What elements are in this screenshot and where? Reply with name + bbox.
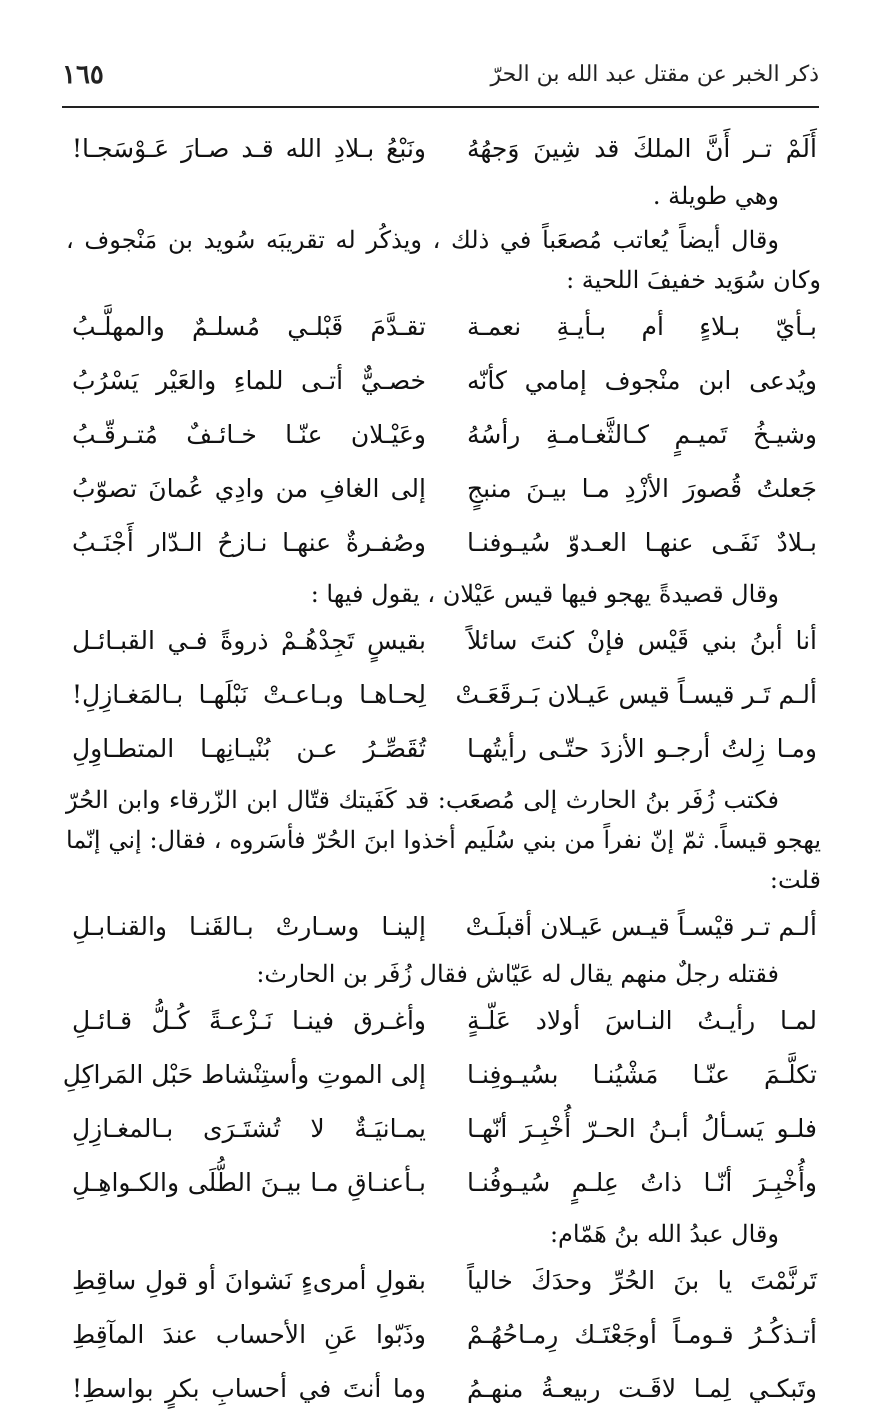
second-hemistich: وما أنتَ في أحسابِ بكرٍ بواسطِ! [72,1374,426,1403]
verse-line [66,994,821,1048]
first-hemistich: جَعلتُ قُصورَ الأزْدِ مـا بيـنَ منبجٍ [467,474,817,503]
verse-line [66,122,821,176]
first-hemistich: تكلَّـمَ عنّـا مَشْيُنـا بسُيـوفِنـا [467,1060,817,1089]
second-hemistich: وأغـرق فينـا نَـزْعـةً كُـلُّ قـائـلِ [72,1006,426,1035]
prose-paragraph: وقال قصيدةً يهجو فيها قيس عَيْلان ، يقول فيها : [310,580,779,608]
verse-line [66,1308,821,1362]
verse-line [66,900,821,954]
verse-line [66,1362,821,1416]
page-number: ١٦٥ [62,60,104,90]
first-hemistich: لمـا رأيـتُ النـاسَ أولاد عَلّـةٍ [467,1006,817,1035]
verse-line [66,1254,821,1308]
page-body [62,122,822,1416]
first-hemistich: ويُدعى ابن منْجوف إمامي كأنّه [467,366,817,395]
first-hemistich: بـأيّ بـلاءٍ أم بـأيـةِ نعمـة [467,312,817,341]
first-hemistich: فلـو يَسـألُ أبـنُ الحـرّ أُخْبِـرَ أنّهـا [467,1114,817,1143]
prose-paragraph: وهي طويلة . [652,182,779,210]
first-hemistich: أَلَمْ تـر أَنَّ الملكَ قد شِينَ وَجهُهُ [467,134,817,163]
verse-line [66,300,821,354]
second-hemistich: بقولِ أمرىءٍ نَشوانَ أو قولِ ساقِطِ [72,1266,426,1295]
header-rule [62,106,819,108]
second-hemistich: تُقَصِّـرُ عـن بُنْيـانِهـا المتطـاوِلِ [72,734,426,763]
verse-line [66,668,821,722]
first-hemistich: بـلادٌ نَفَـى عنهـا العـدوّ سُيـوفنـا [467,528,817,557]
second-hemistich: وعَيْـلان عنّـا خـائـفٌ مُتـرقّـبُ [72,420,426,449]
first-hemistich: أتـذكُـرُ قـومـاً أوجَعْتَـك رِمـاحُهُـمْ [467,1320,817,1349]
second-hemistich: لِحـاهـا وبـاعـتْ نَبْلَهـا بـالمَغـازِلِ! [72,680,426,709]
second-hemistich: ونَبْعُ بـلادِ الله قـد صـارَ عَـوْسَجـا! [72,134,426,163]
verse-line [66,462,821,516]
second-hemistich: بـأعنـاقِ مـا بيـنَ الطُّلَى والكـواهِـلِ [72,1168,426,1197]
first-hemistich: ألـم تَـر قيسـاً قيس عَيـلان بَـرقَعَـتْ [455,680,817,709]
second-hemistich: وصُفـرةٌ عنهـا نـازحُ الـدّار أَجْنَـبُ [72,528,426,557]
running-title: ذكر الخبر عن مقتل عبد الله بن الحرّ [490,62,819,87]
first-hemistich: وأُخْبِـرَ أنّـا ذاتُ عِلـمٍ سُيـوفُنـا [467,1168,817,1197]
second-hemistich: تقـدَّمَ قَبْلـي مُسلـمٌ والمهلَّـبُ [72,312,426,341]
second-hemistich: إلى الموتِ وأستِنْشاط حَبْل المَراكِلِ [62,1060,426,1089]
first-hemistich: وشيـخُ تَميـمٍ كـالثَّغـامـةِ رأسُهُ [467,420,817,449]
verse-line [62,1048,821,1102]
second-hemistich: إلينـا وسـارتْ بـالقَنـا والقنـابـلِ [72,912,426,941]
first-hemistich: تَرنَّمْتَ يا بنَ الحُرِّ وحدَكَ خالياً [467,1266,817,1295]
verse-line [66,516,821,570]
verse-line [66,722,821,776]
prose-paragraph: وقال عبدُ الله بنُ هَمّام: [549,1220,779,1248]
first-hemistich: ومـا زِلتُ أرجـو الأزدَ حتّـى رأيتُهـا [467,734,817,763]
first-hemistich: أنا أبنُ بني قَيْس فإنْ كنتَ سائلاً [467,626,817,655]
prose-paragraph: فقتله رجلٌ منهم يقال له عَيّاش فقال زُفَر بن الحارث: [256,960,779,988]
prose-paragraph: وقال أيضاً يُعاتب مُصعَباً في ذلك ، ويذكُر له تقريبَه سُويد بن مَنْجوف ، وكان سُوَيد خفيفَ اللحية : [66,226,821,294]
second-hemistich: بقيسٍ تَجِدْهُـمْ ذروةً فـي القبـائـل [72,626,426,655]
second-hemistich: يمـانيَـةٌ لا تُشتَـرَى بـالمغـازِلِ [72,1114,426,1143]
verse-line [66,614,821,668]
first-hemistich: وتَبكـي لِمـا لاقَـت ربيعـةُ منهـمُ [467,1374,817,1403]
second-hemistich: خصـيٌّ أتـى للماءِ والعَيْر يَسْرُبُ [72,366,426,395]
second-hemistich: إلى الغافِ من وادِي عُمانَ تصوّبُ [72,474,426,503]
first-hemistich: ألـم تـر قيْسـاً قيـس عَيـلان أقبلَـتْ [465,912,817,941]
verse-line [66,1156,821,1210]
verse-line [66,354,821,408]
verse-line [66,408,821,462]
page-header [62,58,819,98]
prose-paragraph: فكتب زُفَر بنُ الحارث إلى مُصعَب: قد كَفَيتك قتّال ابن الزّرقاء وابن الحُرّ يهجو قيساً. ثمّ إنّ نفراً من بني سُلَيم أخذوا ابنَ الحُرّ فأسَروه ، فقال: إني إنّما قلت: [66,786,822,894]
verse-line [66,1102,821,1156]
second-hemistich: وذَبّوا عَنِ الأحساب عندَ المآقِطِ [72,1320,426,1349]
